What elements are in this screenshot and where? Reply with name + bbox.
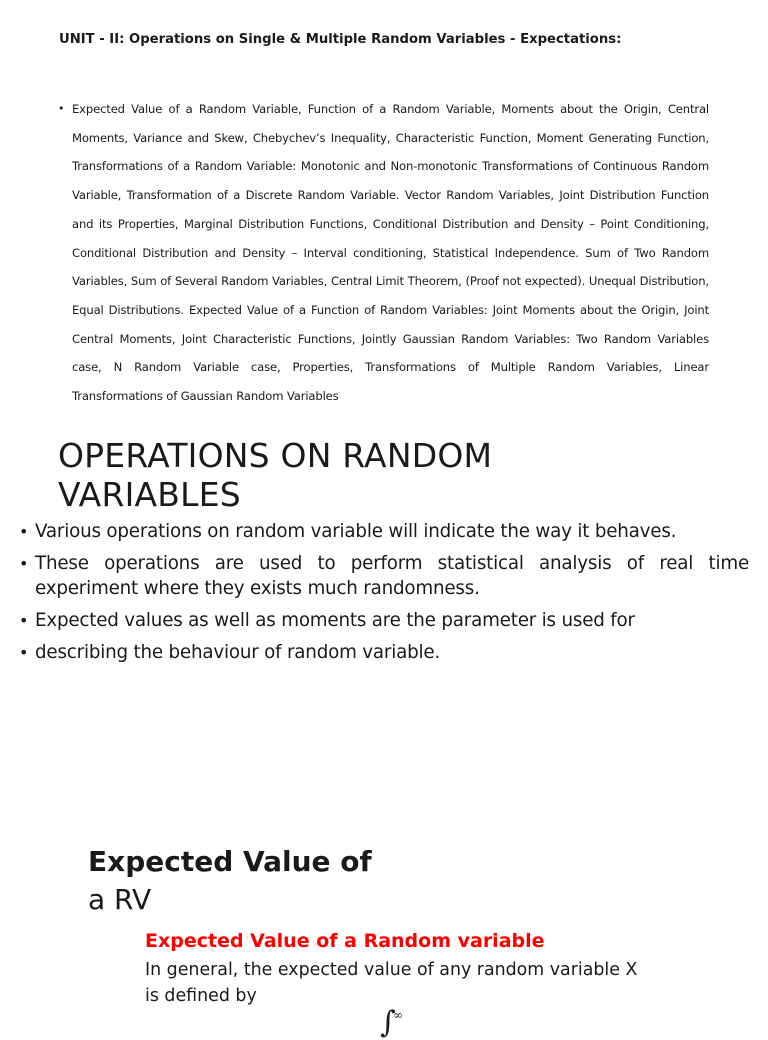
bullet-point-text: describing the behaviour of random variable. (35, 642, 441, 663)
syllabus-list (58, 95, 709, 411)
bullet-icon: • (19, 522, 29, 541)
slide-title-clipped: Expected Value of (88, 845, 372, 878)
bullet-icon: • (19, 643, 29, 662)
definition-text: In general, the expected value of any random variable X is defined by (145, 960, 638, 1006)
slide-title: a RV (88, 883, 152, 916)
syllabus-item (58, 95, 709, 411)
bullet-point-text: Expected values as well as moments are the parameter is used for (35, 610, 635, 631)
bullet-point (18, 608, 749, 633)
bullet-icon: • (19, 554, 29, 573)
bullet-point (18, 551, 749, 601)
integral-icon: ∫ (380, 1005, 396, 1040)
unit-heading: UNIT - II: Operations on Single & Multiple Random Variables - Expectations: (59, 32, 622, 47)
section-title: OPERATIONS ON RANDOM VARIABLES (58, 436, 493, 514)
slide-title-clipped-region (88, 845, 448, 882)
integral-upper-limit: ∞ (393, 1008, 403, 1022)
bullet-point (18, 640, 749, 665)
integral-formula (380, 1005, 420, 1040)
expected-value-heading: Expected Value of a Random variable (145, 930, 545, 952)
bullet-point (18, 519, 749, 544)
bullet-icon: • (58, 102, 65, 115)
bullet-point-text: Various operations on random variable will indicate the way it behaves. (35, 521, 677, 542)
bullet-point-list (18, 519, 749, 672)
bullet-point-text: These operations are used to perform statistical analysis of real time experiment where they exists much randomness. (35, 553, 749, 599)
syllabus-text: Expected Value of a Random Variable, Function of a Random Variable, Moments about the Origin, Central Moments, Variance and Skew, Chebychev’s Inequality, Characteristic Function, Moment Generating Function, Transformations of a Random Variable: Monotonic and Non-monotonic Transformations of Continuous Random Variable, Transformation of a Discrete Random Variable. Vector Random Variables, Joint Distribution Function and its Properties, Marginal Distribution Functions, Conditional Distribution and Density – Point Conditioning, Conditional Distribution and Density – Interval conditioning, Statistical Independence. Sum of Two Random Variables, Sum of Several Random Variables, Central Limit Theorem, (Proof not expected). Unequal Distribution, Equal Distributions. Expected Value of a Function of Random Variables: Joint Moments about the Origin, Joint Central Moments, Joint Characteristic Functions, Jointly Gaussian Random Variables: Two Random Variables case, N Random Variable case, Properties, Transformations of Multiple Random Variables, Linear Transformations of Gaussian Random Variables (72, 102, 709, 404)
bullet-icon: • (19, 611, 29, 630)
